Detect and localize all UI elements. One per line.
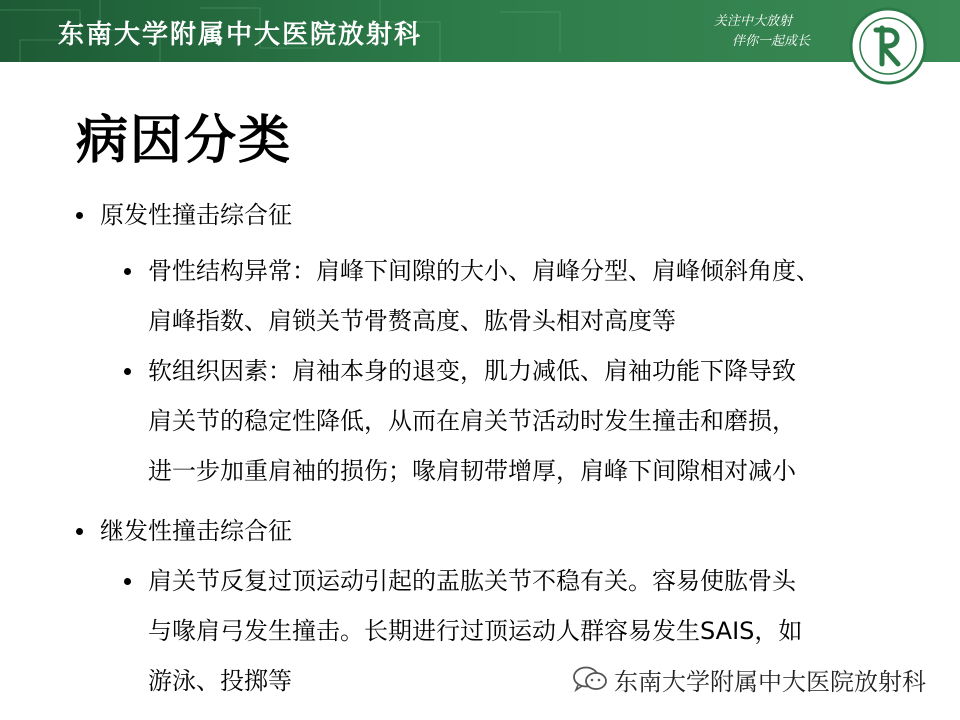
org-name: 东南大学附属中大医院放射科 — [58, 20, 423, 50]
watermark — [572, 664, 926, 694]
bullet-dot — [76, 212, 83, 219]
sub-bullet-dot — [124, 368, 131, 375]
sub-bullet-text: 与喙肩弓发生撞击。长期进行过顶运动人群容易发生SAIS，如 — [148, 617, 803, 645]
slogan-line-1: 关注中大放射 — [714, 14, 793, 29]
wechat-icon — [572, 666, 608, 692]
sub-bullet-dot — [124, 578, 131, 585]
sub-bullet-text: 软组织因素：肩袖本身的退变，肌力减低、肩袖功能下降导致 — [148, 357, 796, 385]
bullet-text: 原发性撞击综合征 — [100, 201, 292, 229]
sub-bullet-dot — [124, 268, 131, 275]
sub-bullet-text: 肩关节的稳定性降低，从而在肩关节活动时发生撞击和磨损， — [148, 407, 796, 435]
bullet-text: 继发性撞击综合征 — [100, 517, 292, 545]
bullet-dot — [76, 528, 83, 535]
slide-title: 病因分类 — [76, 111, 293, 171]
sub-bullet-text: 肩峰指数、肩锁关节骨赘高度、肱骨头相对高度等 — [148, 307, 676, 335]
sub-bullet-text: 进一步加重肩袖的损伤；喙肩韧带增厚，肩峰下间隙相对减小 — [148, 457, 796, 485]
watermark-text: 东南大学附属中大医院放射科 — [614, 667, 926, 696]
sub-bullet-text: 骨性结构异常：肩峰下间隙的大小、肩峰分型、肩峰倾斜角度、 — [148, 257, 820, 285]
sub-bullet-text: 游泳、投掷等 — [148, 667, 292, 695]
slogan-line-2: 伴你一起成长 — [732, 34, 811, 49]
sub-bullet-text: 肩关节反复过顶运动引起的盂肱关节不稳有关。容易使肱骨头 — [148, 567, 796, 595]
